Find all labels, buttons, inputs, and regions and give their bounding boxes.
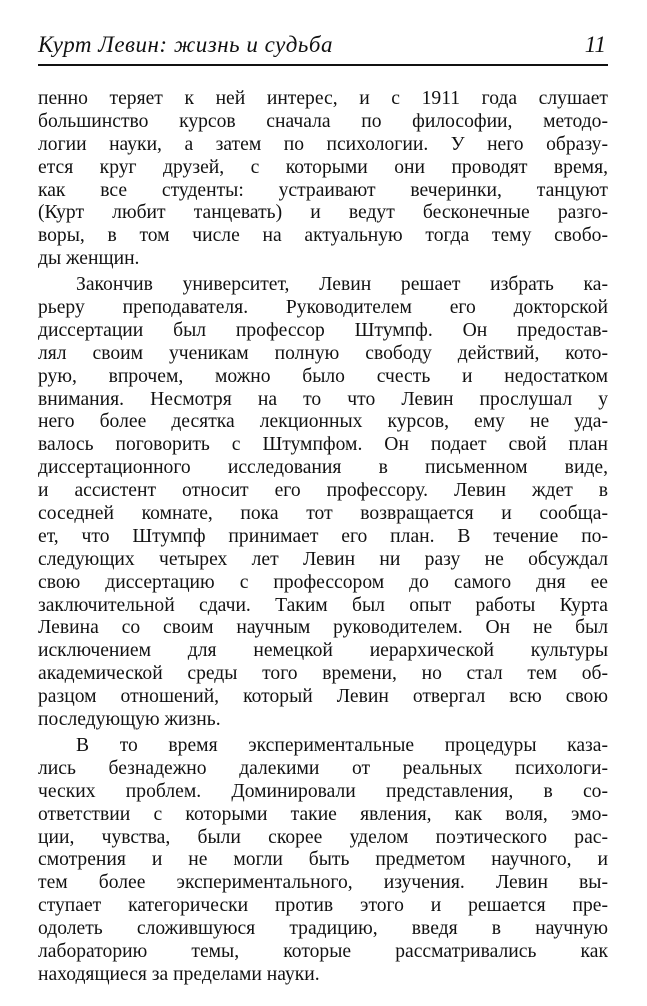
paragraph-1 [38, 88, 608, 271]
text-line: лабораторию темы, которые рассматривались как [38, 940, 608, 962]
text-line: большинство курсов сначала по философии, методо- [38, 110, 608, 132]
text-line: ции, чувства, были скорее уделом поэтического рас- [38, 826, 608, 848]
text-line: ды женщин. [38, 248, 140, 270]
text-line: последующую жизнь. [38, 709, 221, 731]
text-line: (Курт любит танцевать) и ведут бесконечные разго- [38, 202, 608, 224]
text-line: воры, в том числе на актуальную тогда тему свобо- [38, 225, 608, 247]
text-line: исключением для немецкой иерархической культуры [38, 640, 608, 662]
text-line: ется круг друзей, с которыми они проводят время, [38, 156, 608, 178]
text-line: ет, что Штумпф принимает его план. В течение по- [38, 525, 608, 547]
text-line: ответствии с которыми такие явления, как воля, эмо- [38, 803, 608, 825]
text-line: Левина со своим научным руководителем. Он не был [38, 617, 608, 639]
text-line: рую, впрочем, можно было счесть и недостатком [38, 365, 608, 387]
text-line: лись безнадежно далекими от реальных психологи- [38, 757, 608, 779]
text-line: свою диссертацию с профессором до самого дня ее [38, 571, 608, 593]
text-line: пенно теряет к ней интерес, и с 1911 года слушает [38, 88, 608, 109]
text-line: ступает категорически против этого и решается пре- [38, 895, 608, 917]
text-line: рьеру преподавателя. Руководителем его докторской [38, 297, 608, 319]
text-line: лял своим ученикам полную свободу действий, кото- [38, 342, 608, 364]
text-line: одолеть сложившуюся традицию, введя в научную [38, 918, 608, 940]
text-line: заключительной сдачи. Таким был опыт работы Курта [38, 594, 608, 616]
text-line: внимания. Несмотря на то что Левин прослушал у [38, 388, 608, 410]
text-line: следующих четырех лет Левин ни разу не обсуждал [38, 548, 608, 570]
text-line: диссертации был профессор Штумпф. Он предостав- [38, 319, 608, 341]
text-line: валось поговорить с Штумпфом. Он подает свой план [38, 434, 608, 456]
text-line: него более десятка лекционных курсов, ему не уда- [38, 411, 608, 433]
text-line: как все студенты: устраивают вечеринки, танцуют [38, 179, 608, 201]
text-line: и ассистент относит его профессору. Левин ждет в [38, 480, 608, 502]
page-header [38, 30, 608, 66]
running-title: Курт Левин: жизнь и судьба [38, 32, 333, 57]
book-page [38, 30, 608, 987]
text-line: разцом отношений, который Левин отвергал всю свою [38, 686, 608, 708]
text-line: В то время экспериментальные процедуры каза- [76, 734, 608, 756]
text-line: ческих проблем. Доминировали представления, в со- [38, 780, 608, 802]
text-line: академической среды того времени, но стал тем об- [38, 663, 608, 685]
page-number: 11 [584, 32, 606, 57]
body-text [38, 88, 608, 987]
text-line: логии науки, а затем по психологии. У него образу- [38, 133, 608, 155]
text-line: находящиеся за пределами науки. [38, 963, 320, 985]
paragraph-3 [38, 735, 608, 987]
text-line: тем более экспериментального, изучения. Левин вы- [38, 872, 608, 894]
text-line: диссертационного исследования в письменном виде, [38, 457, 608, 479]
text-line: смотрения и не могли быть предметом научного, и [38, 849, 608, 871]
paragraph-2 [38, 274, 608, 732]
text-line: соседней комнате, пока тот возвращается и сообща- [38, 503, 608, 525]
text-line: Закончив университет, Левин решает избрать ка- [76, 274, 608, 296]
